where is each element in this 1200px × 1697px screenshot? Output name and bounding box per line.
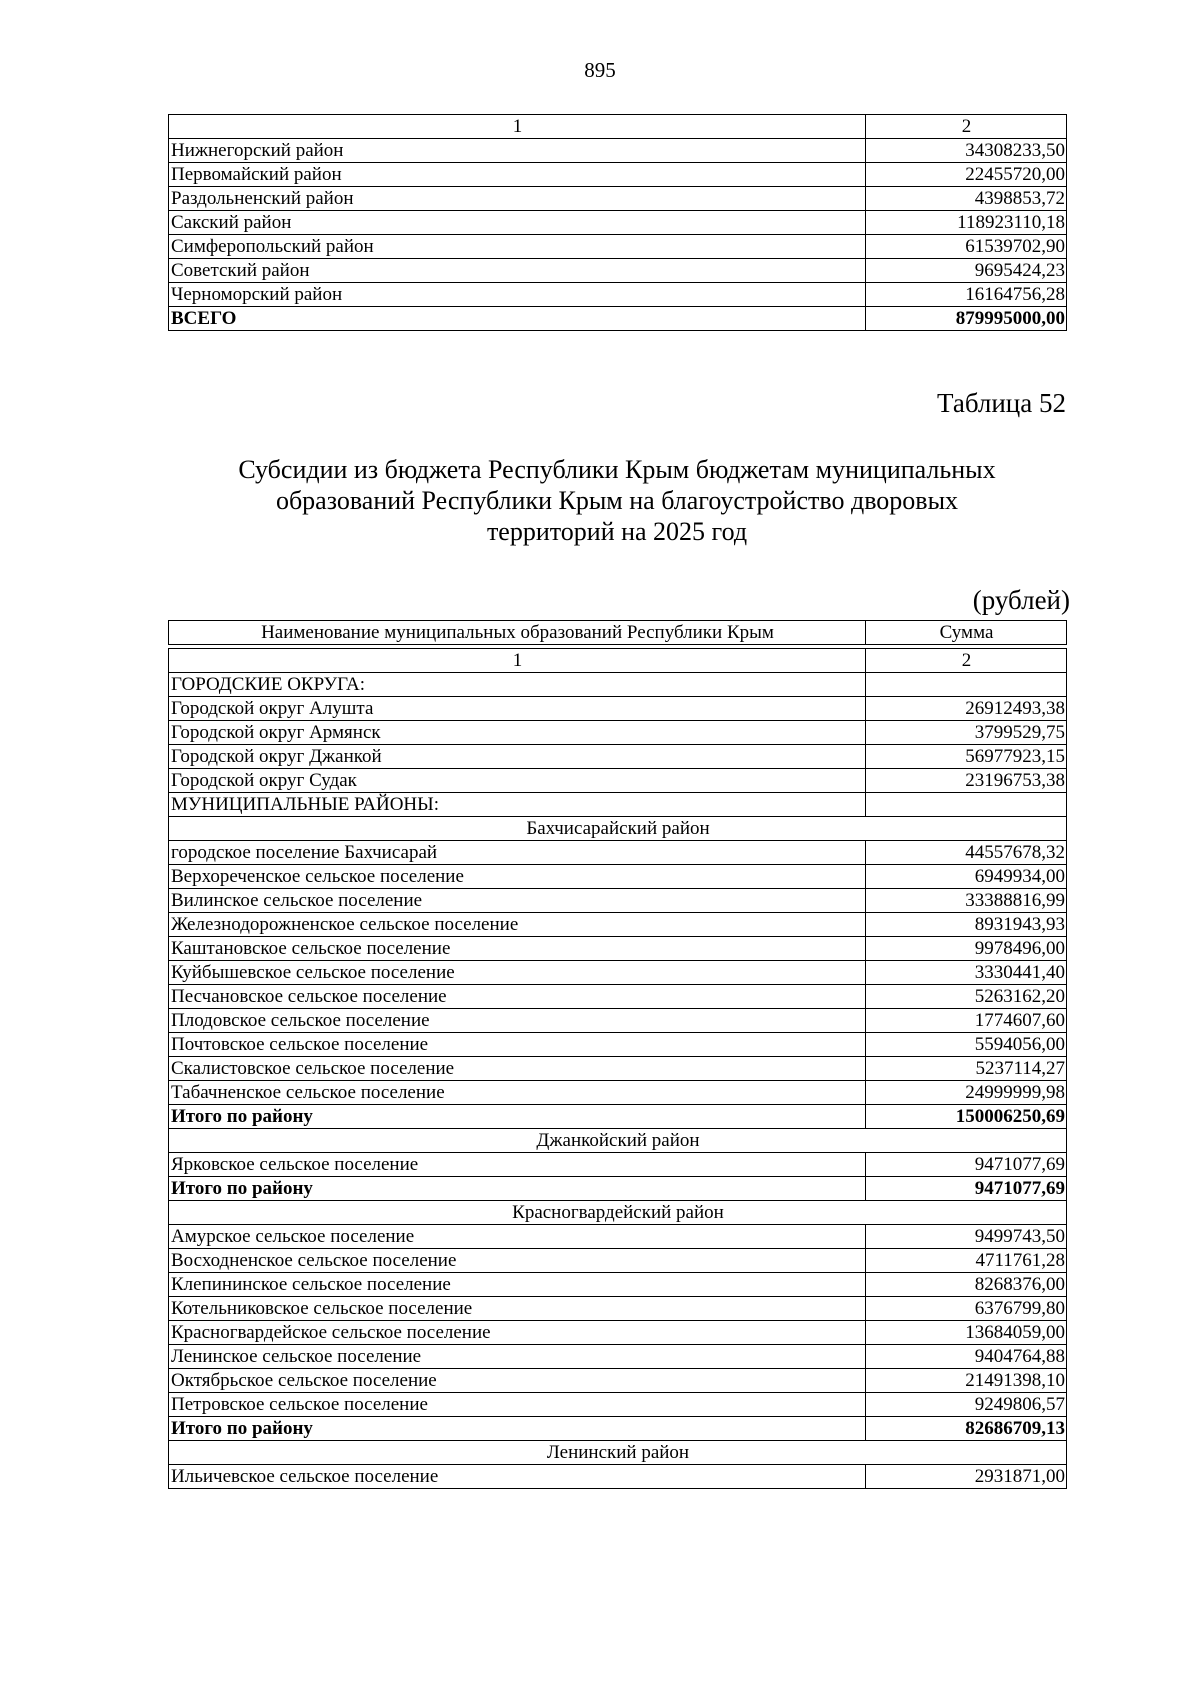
amount: 34308233,50 [866,139,1067,163]
municipality-name: Клепининское сельское поселение [169,1273,866,1297]
municipality-name: Городской округ Судак [169,769,866,793]
amount: 21491398,10 [866,1369,1067,1393]
column-number-row [169,115,1067,139]
amount: 61539702,90 [866,235,1067,259]
section-label: МУНИЦИПАЛЬНЫЕ РАЙОНЫ: [169,793,866,817]
table-row [169,1465,1067,1489]
total-amount: 82686709,13 [866,1417,1067,1441]
table-title [168,454,1066,547]
table-row [169,139,1067,163]
amount: 16164756,28 [866,283,1067,307]
table-row [169,1033,1067,1057]
amount: 9695424,23 [866,259,1067,283]
continued-table [168,114,1067,331]
district-total-row [169,1417,1067,1441]
amount: 118923110,18 [866,211,1067,235]
table-row [169,1057,1067,1081]
municipality-name: Амурское сельское поселение [169,1225,866,1249]
table-row [169,745,1067,769]
total-label: Итого по району [169,1417,866,1441]
table-row [169,1225,1067,1249]
municipality-name: Каштановское сельское поселение [169,937,866,961]
table-row [169,841,1067,865]
amount: 6376799,80 [866,1297,1067,1321]
amount: 6949934,00 [866,865,1067,889]
column-number-1: 1 [169,649,866,673]
column-number-1: 1 [169,115,866,139]
amount: 3799529,75 [866,721,1067,745]
municipality-name: Железнодорожненское сельское поселение [169,913,866,937]
page-number: 895 [584,58,616,82]
district-name: Раздольненский район [169,187,866,211]
table-row [169,721,1067,745]
title-line: образований Республики Крым на благоустройство дворовых [275,486,959,515]
header-row [169,621,1067,645]
amount: 9499743,50 [866,1225,1067,1249]
column-number-row [169,649,1067,673]
subsidy-table [168,648,1067,1489]
table-row [169,1249,1067,1273]
municipality-name: городское поселение Бахчисарай [169,841,866,865]
total-label: Итого по району [169,1105,866,1129]
municipality-name: Куйбышевское сельское поселение [169,961,866,985]
district-name: Первомайский район [169,163,866,187]
total-label: Итого по району [169,1177,866,1201]
amount: 1774607,60 [866,1009,1067,1033]
table-row [169,163,1067,187]
amount: 5594056,00 [866,1033,1067,1057]
amount: 9404764,88 [866,1345,1067,1369]
table-row [169,913,1067,937]
header-name: Наименование муниципальных образований Республики Крым [169,621,866,645]
amount: 5263162,20 [866,985,1067,1009]
amount: 2931871,00 [866,1465,1067,1489]
table-row [169,211,1067,235]
municipality-name: Песчановское сельское поселение [169,985,866,1009]
table-row [169,937,1067,961]
table-number: Таблица 52 [937,388,1066,418]
total-row [169,307,1067,331]
total-label: ВСЕГО [169,307,866,331]
table-row [169,259,1067,283]
municipality-name: Петровское сельское поселение [169,1393,866,1417]
district-header-row [169,1201,1067,1225]
amount: 33388816,99 [866,889,1067,913]
district-name: Ленинский район [169,1441,1067,1465]
table-row [169,697,1067,721]
empty-cell [866,793,1067,817]
table-row [169,1273,1067,1297]
municipality-name: Вилинское сельское поселение [169,889,866,913]
amount: 24999999,98 [866,1081,1067,1105]
section-label: ГОРОДСКИЕ ОКРУГА: [169,673,866,697]
title-line: Субсидии из бюджета Республики Крым бюджетам муниципальных [238,455,996,484]
district-name: Сакский район [169,211,866,235]
amount: 9471077,69 [866,1153,1067,1177]
district-header-row [169,1441,1067,1465]
amount: 22455720,00 [866,163,1067,187]
table-row [169,1297,1067,1321]
municipality-name: Городской округ Армянск [169,721,866,745]
municipality-name: Городской округ Джанкой [169,745,866,769]
table-row [169,769,1067,793]
district-header-row [169,1129,1067,1153]
amount: 13684059,00 [866,1321,1067,1345]
district-name: Советский район [169,259,866,283]
table-row [169,1393,1067,1417]
amount: 8931943,93 [866,913,1067,937]
municipality-name: Плодовское сельское поселение [169,1009,866,1033]
amount: 4398853,72 [866,187,1067,211]
district-name: Бахчисарайский район [169,817,1067,841]
municipality-name: Восходненское сельское поселение [169,1249,866,1273]
amount: 56977923,15 [866,745,1067,769]
amount: 5237114,27 [866,1057,1067,1081]
table-row [169,1081,1067,1105]
table-row [169,187,1067,211]
municipality-name: Городской округ Алушта [169,697,866,721]
municipality-name: Почтовское сельское поселение [169,1033,866,1057]
municipality-name: Ленинское сельское поселение [169,1345,866,1369]
table-row [169,985,1067,1009]
municipality-name: Октябрьское сельское поселение [169,1369,866,1393]
district-name: Симферопольский район [169,235,866,259]
table-row [169,1153,1067,1177]
amount: 23196753,38 [866,769,1067,793]
table-row [169,1369,1067,1393]
section-row [169,673,1067,697]
total-amount: 879995000,00 [866,307,1067,331]
municipality-name: Ильичевское сельское поселение [169,1465,866,1489]
amount: 44557678,32 [866,841,1067,865]
column-number-2: 2 [866,115,1067,139]
district-name: Нижнегорский район [169,139,866,163]
amount: 9978496,00 [866,937,1067,961]
municipality-name: Верхореченское сельское поселение [169,865,866,889]
amount: 4711761,28 [866,1249,1067,1273]
amount: 26912493,38 [866,697,1067,721]
district-name: Красногвардейский район [169,1201,1067,1225]
units-label: (рублей) [972,585,1070,615]
header-sum: Сумма [866,621,1067,645]
amount: 8268376,00 [866,1273,1067,1297]
column-number-2: 2 [866,649,1067,673]
municipality-name: Табачненское сельское поселение [169,1081,866,1105]
municipality-name: Скалистовское сельское поселение [169,1057,866,1081]
municipality-name: Котельниковское сельское поселение [169,1297,866,1321]
table-row [169,961,1067,985]
district-name: Черноморский район [169,283,866,307]
total-amount: 150006250,69 [866,1105,1067,1129]
total-amount: 9471077,69 [866,1177,1067,1201]
amount: 9249806,57 [866,1393,1067,1417]
section-row [169,793,1067,817]
table-row [169,283,1067,307]
table-row [169,889,1067,913]
subsidy-table-header [168,620,1067,645]
amount: 3330441,40 [866,961,1067,985]
district-total-row [169,1105,1067,1129]
district-name: Джанкойский район [169,1129,1067,1153]
table-row [169,865,1067,889]
table-row [169,1321,1067,1345]
table-row [169,1009,1067,1033]
district-header-row [169,817,1067,841]
district-total-row [169,1177,1067,1201]
table-row [169,1345,1067,1369]
empty-cell [866,673,1067,697]
municipality-name: Ярковское сельское поселение [169,1153,866,1177]
title-line: территорий на 2025 год [486,517,748,546]
municipality-name: Красногвардейское сельское поселение [169,1321,866,1345]
table-row [169,235,1067,259]
